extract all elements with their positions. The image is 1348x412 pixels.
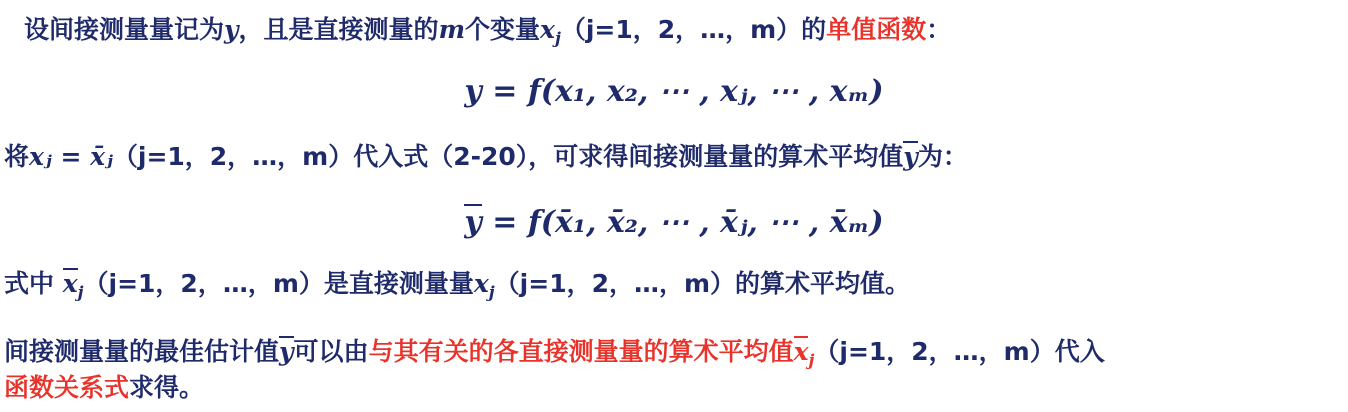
line5-end: 求得。 xyxy=(129,373,205,402)
eq2-func: f xyxy=(527,205,541,240)
eq2-eq: = xyxy=(481,205,528,240)
line4-start: 间接测量量的最佳估计值 xyxy=(4,337,280,366)
eq1-lhs: y xyxy=(464,74,482,109)
line-5 xyxy=(4,372,204,404)
var-y: y xyxy=(224,15,239,44)
line2-ybar: y xyxy=(903,142,918,171)
var-m: m xyxy=(438,15,466,44)
line1-mid: ，且是直接测量的 xyxy=(238,15,439,44)
line3-x: x xyxy=(473,269,489,298)
line3-range1: （j=1，2，…，m）是直接测量量 xyxy=(83,269,474,298)
line3-sub2: j xyxy=(488,282,495,302)
eq2-args: (x̄₁, x̄₂, ⋯ , x̄ⱼ, ⋯ , x̄ₘ) xyxy=(540,205,884,240)
line4-mid: 可以由 xyxy=(293,337,369,366)
line2-lhs: xⱼ xyxy=(29,142,52,171)
line2-start: 将 xyxy=(4,142,30,171)
line4-range: （j=1，2，…，m）代入 xyxy=(814,337,1105,366)
equation-1 xyxy=(0,76,1348,108)
line4-xbar: x xyxy=(793,337,809,366)
line2-end: 为： xyxy=(917,142,968,171)
line4-ybar: y xyxy=(279,337,294,366)
eq1-func: f xyxy=(527,74,541,109)
line3-sub: j xyxy=(77,282,84,302)
line2-eq: = xyxy=(51,142,91,171)
line-3 xyxy=(4,268,910,300)
line3-range2: （j=1，2，…，m）的算术平均值。 xyxy=(494,269,911,298)
highlight-single-valued-function: 单值函数 xyxy=(826,15,927,44)
line-2 xyxy=(4,141,968,173)
line1-end: ： xyxy=(926,15,952,44)
var-x: x xyxy=(540,15,555,44)
line2-range: （j=1，2，…，m）代入式（2-20），可求得间接测量量的算术平均值 xyxy=(112,142,904,171)
eq2-lhs: y xyxy=(464,205,482,240)
line3-xbar: x xyxy=(62,269,78,298)
highlight-arithmetic-means: 与其有关的各直接测量量的算术平均值 xyxy=(368,337,794,366)
eq1-args: (x₁, x₂, ⋯ , xⱼ, ⋯ , xₘ) xyxy=(540,74,884,109)
sub-j: j xyxy=(554,28,561,48)
line2-rhs: x̄ⱼ xyxy=(90,142,113,171)
highlight-function-relation: 函数关系式 xyxy=(4,373,130,402)
line4-sub: j xyxy=(808,350,815,370)
eq1-eq: = xyxy=(481,74,528,109)
line-1 xyxy=(24,14,951,46)
line-4 xyxy=(4,336,1105,368)
equation-2 xyxy=(0,204,1348,239)
line3-start: 式中 xyxy=(4,269,63,298)
line1-intro: 设间接测量量记为 xyxy=(24,15,225,44)
line1-range: （j=1，2，…，m）的 xyxy=(560,15,827,44)
line1-mid2: 个变量 xyxy=(465,15,541,44)
